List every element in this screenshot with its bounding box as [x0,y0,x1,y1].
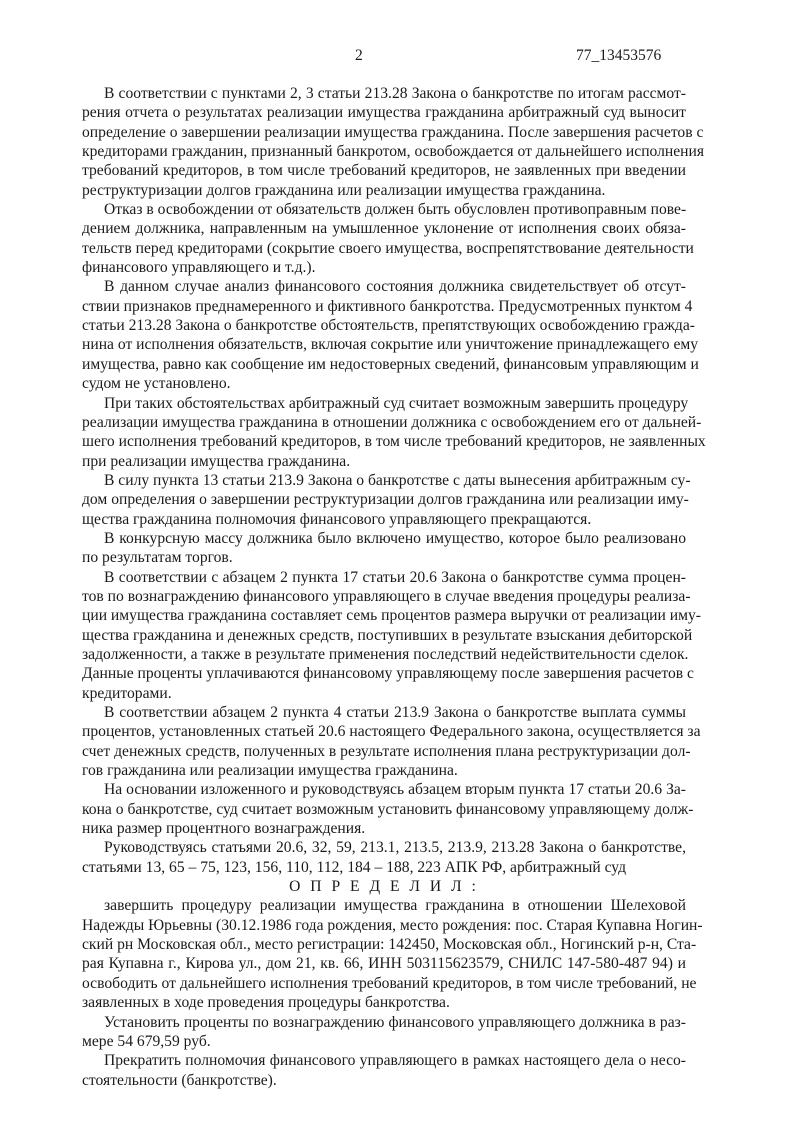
text-line: рая Купавна г., Кирова ул., дом 21, кв. 66, ИНН 503115623579, СНИЛС 147-580-487 94) и [82,955,686,973]
page-header [0,47,800,67]
text-line: Установить проценты по вознаграждению финансового управляющего должника в раз- [104,1013,686,1031]
text-line: нина от исполнения обязательств, включая сокрытие или уничтожение принадлежащего ему [82,336,699,354]
text-line: процентов, установленных статьей 20.6 настоящего Федерального закона, осуществляется за [82,723,701,741]
text-line: кредиторами гражданин, признанный банкротом, освобождается от дальнейшего исполнения [82,143,705,161]
text-line: требований кредиторов, в том числе требований кредиторов, не заявленных при введении [82,162,686,180]
ruling-heading: О П Р Е Д Е Л И Л : [289,878,479,896]
text-line: Прекратить полномочия финансового управляющего в рамках настоящего дела о несо- [104,1052,686,1070]
text-line: При таких обстоятельствах арбитражный суд считает возможным завершить процедуру [104,394,689,412]
text-line: реализации имущества гражданина в отношении должника с освобождением его от дальней- [82,413,702,431]
text-line: Руководствуясь статьями 20.6, 32, 59, 213.1, 213.5, 213.9, 213.28 Закона о банкротстве, [104,839,686,857]
text-line: финансового управляющего и т.д.). [82,259,316,277]
text-line: завершить процедуру реализации имущества гражданина в отношении Шелеховой [104,897,686,915]
text-line: ский рн Московская обл., место регистрации: 142450, Московская обл., Ногинский р-н, Ста- [82,936,697,954]
text-line: Отказ в освобождении от обязательств должен быть обусловлен противоправным пове- [104,201,687,219]
text-line: гов гражданина или реализации имущества гражданина. [82,762,458,780]
text-line: имущества, равно как сообщение им недостоверных сведений, финансовым управляющим и [82,355,699,373]
text-line: статьи 213.28 Закона о банкротстве обстоятельств, препятствующих освобождению гражда- [82,317,695,335]
text-line: Данные проценты уплачиваются финансовому управляющему после завершения расчетов с [82,665,694,683]
text-line: тов по вознаграждению финансового управляющего в случае введения процедуры реализа- [82,587,691,605]
text-line: кредиторами. [82,684,172,702]
paragraph [82,529,686,568]
text-line: стоятельности (банкротстве). [82,1071,277,1089]
page-number: 2 [355,47,363,64]
text-line: Надежды Юрьевны (30.12.1986 года рождения, место рождения: пос. Старая Купавна Ногин- [82,916,703,934]
text-line: В соответствии абзацем 2 пункта 4 статьи 213.9 Закона о банкротстве выплата суммы [104,704,686,721]
text-line: статьями 13, 65 – 75, 123, 156, 110, 112, 184 – 188, 223 АПК РФ, арбитражный суд [82,858,627,876]
document-body [82,84,706,1090]
text-line: В силу пункта 13 статьи 213.9 Закона о банкротстве с даты вынесения арбитражным су- [104,471,691,489]
text-line: ника размер процентного вознаграждения. [82,820,366,838]
text-line: реструктуризации долгов гражданина или реализации имущества гражданина. [82,181,606,199]
text-line: дением должника, направленным на умышленное уклонение от исполнения своих обяза- [82,220,686,238]
text-line: судом не установлено. [82,375,231,393]
paragraph [82,780,694,838]
text-line: тельств перед кредиторами (сокрытие своего имущества, воспрепятствование деятельности [82,239,694,257]
text-line: шего исполнения требований кредиторов, в том числе требований кредиторов, не заявленных [82,433,706,451]
text-line: щества гражданина и денежных средств, поступивших в результате взыскания дебиторской [82,626,693,644]
paragraph [82,394,706,471]
paragraph [82,277,699,393]
ruling-paragraph [82,896,703,1012]
text-line: мере 54 679,59 руб. [82,1032,211,1050]
text-line: дом определения о завершении реструктуризации долгов гражданина или реализации иму- [82,491,689,509]
text-line: В данном случае анализ финансового состояния должника свидетельствует об отсут- [104,278,686,296]
paragraph [82,838,686,877]
paragraph [82,703,701,780]
text-line: счет денежных средств, полученных в результате исполнения плана реструктуризации дол- [82,742,691,760]
text-line: В соответствии с абзацем 2 пункта 17 статьи 20.6 Закона о банкротстве сумма процен- [104,568,686,586]
paragraph [82,84,705,200]
ruling-paragraph [82,1051,686,1090]
text-line: задолженности, а также в результате применения последствий недействительности сделок. [82,645,689,663]
text-line: заявленных в ходе проведения процедуры банкротства. [82,994,450,1012]
ruling-paragraph [82,1013,686,1052]
text-line: рения отчета о результатах реализации имущества гражданина арбитражный суд выносит [82,104,686,122]
text-line: кона о банкротстве, суд считает возможным установить финансовому управляющему долж- [82,800,694,818]
text-line: щества гражданина полномочия финансового управляющего прекращаются. [82,510,592,528]
paragraph [82,471,691,529]
case-number: 77_13453576 [576,47,662,64]
paragraph [82,568,701,703]
paragraph [82,200,694,277]
text-line: В конкурсную массу должника было включено имущество, которое было реализовано [104,529,686,547]
text-line: освободить от дальнейшего исполнения требований кредиторов, в том числе требований, не [82,974,697,992]
text-line: ции имущества гражданина составляет семь процентов размера выручки от реализации иму- [82,607,701,625]
text-line: по результатам торгов. [82,549,233,567]
text-line: На основании изложенного и руководствуясь абзацем вторым пункта 17 статьи 20.6 За- [104,781,686,799]
text-line: при реализации имущества гражданина. [82,452,351,470]
text-line: ствии признаков преднамеренного и фиктивного банкротства. Предусмотренных пунктом 4 [82,297,693,315]
text-line: В соответствии с пунктами 2, 3 статьи 213.28 Закона о банкротстве по итогам рассмот- [104,85,686,102]
text-line: определение о завершении реализации имущества гражданина. После завершения расчетов с [82,123,704,141]
